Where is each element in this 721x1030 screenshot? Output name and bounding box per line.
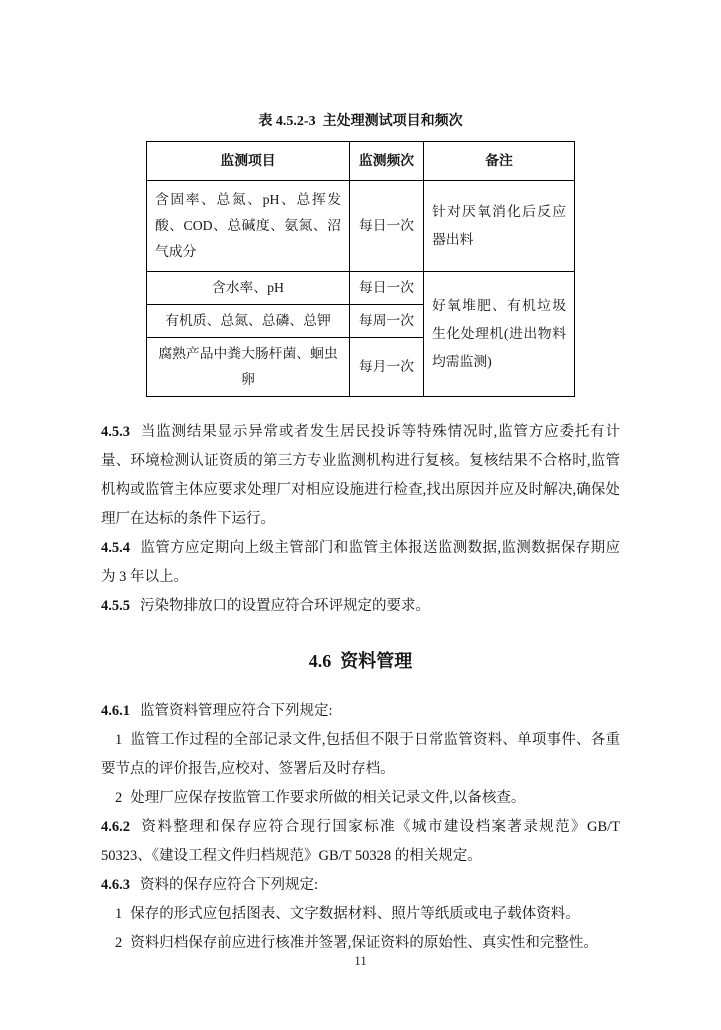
cell-frequency: 每日一次 bbox=[350, 181, 424, 272]
clause-text: 监管方应定期向上级主管部门和监管主体报送监测数据,监测数据保存期应为 3 年以上。 bbox=[101, 540, 620, 585]
table-caption-number: 表 4.5.2-3 bbox=[258, 114, 316, 129]
sub-item-text: 保存的形式应包括图表、文字数据材料、照片等纸质或电子载体资料。 bbox=[130, 906, 580, 922]
clause-4-5-3 bbox=[101, 418, 620, 534]
col-header-frequency: 监测频次 bbox=[350, 142, 424, 181]
table-caption-title: 主处理测试项目和频次 bbox=[322, 114, 463, 129]
clause-text: 监管资料管理应符合下列规定: bbox=[140, 703, 333, 719]
sub-item-number: 2 bbox=[115, 790, 123, 806]
sub-item-text: 资料归档保存前应进行核准并签署,保证资料的原始性、真实性和完整性。 bbox=[130, 935, 598, 951]
sub-item-number: 2 bbox=[115, 935, 123, 951]
sub-item-4-6-3-1 bbox=[101, 900, 620, 929]
cell-frequency: 每日一次 bbox=[350, 272, 424, 305]
clause-4-5-5 bbox=[101, 592, 620, 621]
clause-4-5-4 bbox=[101, 534, 620, 592]
document-content bbox=[101, 112, 620, 958]
clause-text: 资料的保存应符合下列规定: bbox=[140, 877, 319, 893]
cell-frequency: 每月一次 bbox=[350, 338, 424, 397]
clause-4-6-1 bbox=[101, 697, 620, 726]
table-row bbox=[147, 272, 575, 305]
clause-number: 4.6.3 bbox=[101, 877, 130, 893]
cell-item: 有机质、总氮、总磷、总钾 bbox=[147, 305, 350, 338]
clause-number: 4.6.2 bbox=[101, 819, 130, 835]
section-number: 4.6 bbox=[308, 651, 332, 671]
table-caption bbox=[101, 112, 620, 132]
table-header-row bbox=[147, 142, 575, 181]
cell-note-merged: 好氧堆肥、有机垃圾生化处理机(进出物料均需监测) bbox=[424, 272, 575, 397]
section-title: 资料管理 bbox=[340, 651, 413, 671]
col-header-item: 监测项目 bbox=[147, 142, 350, 181]
cell-item: 含固率、总氮、pH、总挥发酸、COD、总碱度、氨氮、沼气成分 bbox=[147, 181, 350, 272]
clause-4-6-2 bbox=[101, 813, 620, 871]
sub-item-4-6-1-1 bbox=[101, 726, 620, 784]
clause-number: 4.6.1 bbox=[101, 703, 130, 719]
cell-note: 针对厌氧消化后反应器出料 bbox=[424, 181, 575, 272]
cell-item: 含水率、pH bbox=[147, 272, 350, 305]
page-number: 11 bbox=[354, 953, 367, 968]
sub-item-text: 监管工作过程的全部记录文件,包括但不限于日常监管资料、单项事件、各重要节点的评价报告,应校对、签署后及时存档。 bbox=[101, 732, 620, 777]
cell-frequency: 每周一次 bbox=[350, 305, 424, 338]
cell-item: 腐熟产品中粪大肠杆菌、蛔虫卵 bbox=[147, 338, 350, 397]
section-heading-4-6 bbox=[101, 647, 620, 675]
clause-text: 当监测结果显示异常或者发生居民投诉等特殊情况时,监管方应委托有计量、环境检测认证资质的第三方专业监测机构进行复核。复核结果不合格时,监管机构或监管主体应要求处理厂对相应设施进行检查,找出原因并应及时解决,确保处理厂在达标的条件下运行。 bbox=[101, 424, 620, 527]
sub-item-number: 1 bbox=[115, 906, 123, 922]
clause-number: 4.5.3 bbox=[101, 424, 130, 440]
table-row bbox=[147, 181, 575, 272]
clause-number: 4.5.5 bbox=[101, 598, 130, 614]
clause-number: 4.5.4 bbox=[101, 540, 130, 556]
clause-text: 资料整理和保存应符合现行国家标准《城市建设档案著录规范》GB/T 50323、《建设工程文件归档规范》GB/T 50328 的相关规定。 bbox=[101, 819, 620, 864]
monitoring-table bbox=[146, 141, 575, 397]
clause-4-6-3 bbox=[101, 871, 620, 900]
sub-item-number: 1 bbox=[115, 732, 123, 748]
col-header-note: 备注 bbox=[424, 142, 575, 181]
sub-item-text: 处理厂应保存按监管工作要求所做的相关记录文件,以备核查。 bbox=[130, 790, 526, 806]
sub-item-4-6-1-2 bbox=[101, 784, 620, 813]
clause-text: 污染物排放口的设置应符合环评规定的要求。 bbox=[140, 598, 430, 614]
